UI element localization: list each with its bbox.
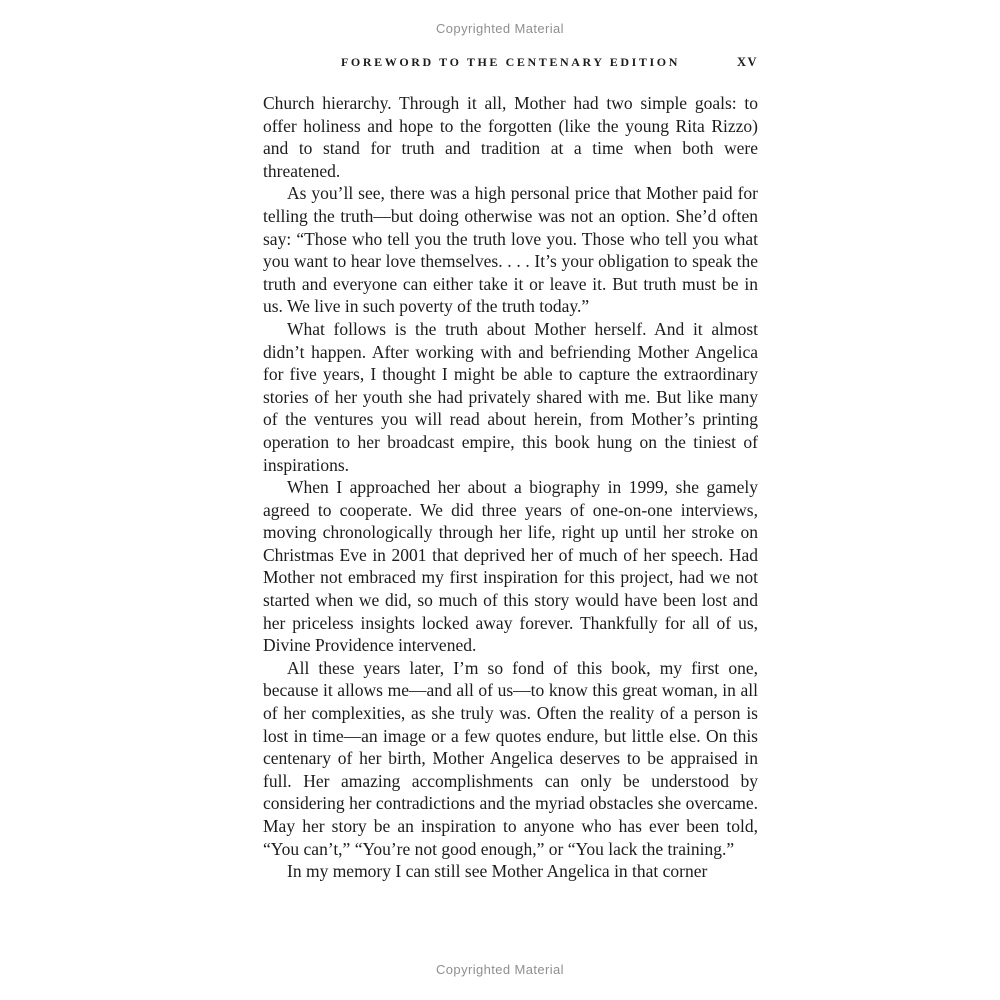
running-head [263,55,758,70]
paragraph: As you’ll see, there was a high personal price that Mother paid for telling the truth—but doing otherwise was not an option. She’d often say: “Those who tell you the truth love you. Those who tell you what you want to hear love themselves. . . . It’s your obligation to speak the truth and everyone can either take it or leave it. But truth must be in us. We live in such poverty of the truth today.” [263,183,758,317]
paragraph: In my memory I can still see Mother Angelica in that corner [287,861,708,882]
page-number: XV [736,55,758,69]
body-text [263,92,758,883]
copyright-notice-bottom: Copyrighted Material [436,962,564,977]
copyright-notice-top: Copyrighted Material [436,21,564,36]
paragraph: What follows is the truth about Mother herself. And it almost didn’t happen. After working with and befriending Mother Angelica for five years, I thought I might be able to capture the extraordinary stories of her youth she had privately shared with me. But like many of the ventures you will read about herein, from Mother’s printing operation to her broadcast empire, this book hung on the tiniest of inspirations. [263,318,758,475]
paragraph: All these years later, I’m so fond of this book, my first one, because it allows me—and all of us—to know this great woman, in all of her complexities, as she truly was. Often the reality of a person is lost in time—an image or a few quotes endure, but little else. On this centenary of her birth, Mother Angelica deserves to be appraised in full. Her amazing accomplishments can only be understood by considering her contradictions and the myriad obstacles she overcame. May her story be an inspiration to anyone who has ever been told, “You can’t,” “You’re not good enough,” or “You lack the training.” [263,657,758,859]
paragraph: Church hierarchy. Through it all, Mother had two simple goals: to offer holiness and hope to the forgotten (like the young Rita Rizzo) and to stand for truth and tradition at a time when both were threatened. [263,93,758,181]
running-head-title: FOREWORD TO THE CENTENARY EDITION [341,55,680,69]
paragraph: When I approached her about a biography in 1999, she gamely agreed to cooperate. We did three years of one-on-one interviews, moving chronologically through her life, right up until her stroke on Christmas Eve in 2001 that deprived her of much of her speech. Had Mother not embraced my first inspiration for this project, had we not started when we did, so much of this story would have been lost and her priceless insights locked away forever. Thankfully for all of us, Divine Providence intervened. [263,477,758,656]
